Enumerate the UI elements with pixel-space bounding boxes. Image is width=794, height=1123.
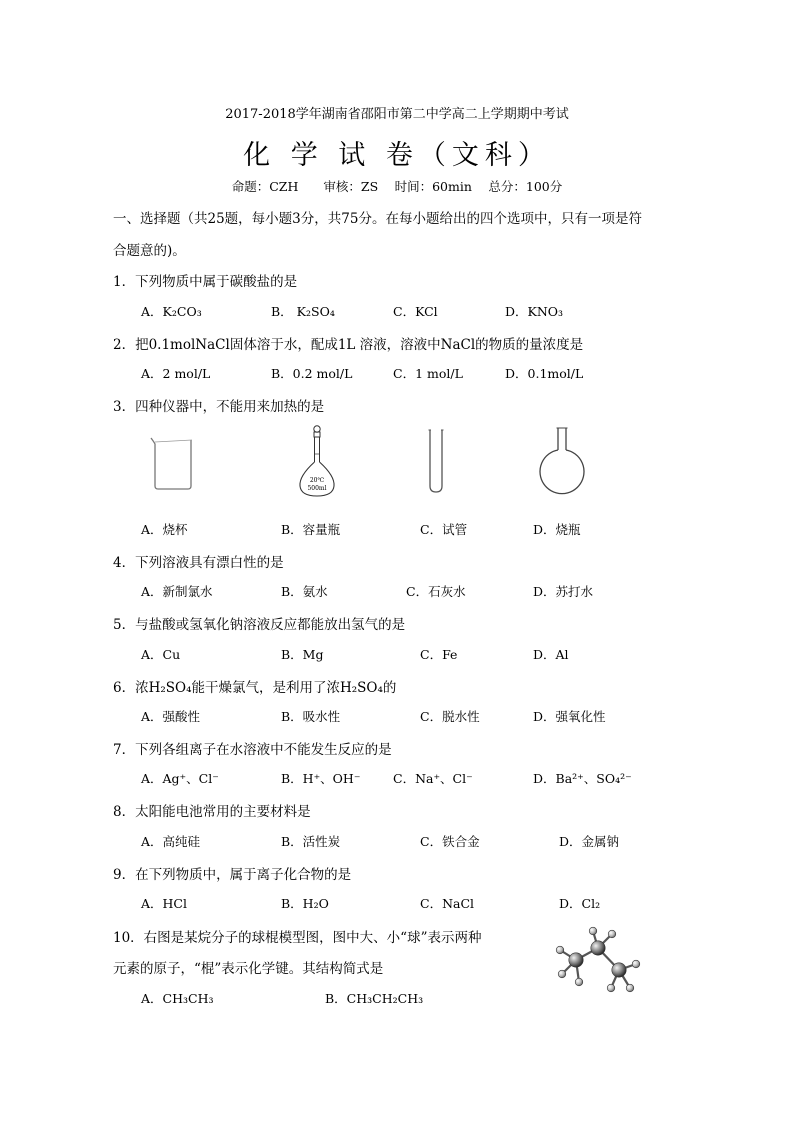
round-flask-illustration bbox=[538, 426, 586, 498]
question-7-option-b: B．H⁺、OH⁻ bbox=[281, 771, 361, 786]
question-9-stem: 9．在下列物质中，属于离子化合物的是 bbox=[113, 867, 352, 883]
question-2-option-b: B．0.2 mol/L bbox=[271, 366, 353, 381]
question-8-option-a: A．高纯硅 bbox=[141, 834, 201, 849]
question-9-option-a: A．HCl bbox=[141, 896, 187, 911]
question-4-option-c: C．石灰水 bbox=[406, 584, 466, 599]
beaker-illustration bbox=[148, 432, 198, 492]
question-4-option-a: A．新制氯水 bbox=[141, 584, 213, 599]
question-3-option-b: B．容量瓶 bbox=[281, 522, 341, 537]
question-9-option-d: D．Cl₂ bbox=[559, 896, 601, 911]
question-3-option-a: A．烧杯 bbox=[141, 522, 188, 537]
question-1-option-d: D．KNO₃ bbox=[505, 304, 564, 319]
question-2-option-a: A．2 mol/L bbox=[141, 366, 211, 381]
question-3-stem: 3．四种仪器中，不能用来加热的是 bbox=[113, 399, 325, 415]
question-6-stem: 6．浓H₂SO₄能干燥氯气，是利用了浓H₂SO₄的 bbox=[113, 680, 397, 696]
question-9-option-c: C．NaCl bbox=[420, 896, 475, 911]
question-10-option-a: A．CH₃CH₃ bbox=[141, 991, 214, 1006]
question-9-option-b: B．H₂O bbox=[281, 896, 329, 911]
question-6-option-b: B．吸水性 bbox=[281, 709, 341, 724]
question-7-option-a: A．Ag⁺、Cl⁻ bbox=[141, 771, 219, 786]
question-3-option-c: C．试管 bbox=[420, 522, 468, 537]
question-6-option-a: A．强酸性 bbox=[141, 709, 201, 724]
question-10-stem: 10．右图是某烷分子的球棍模型图，图中大、小“球”表示两种 bbox=[113, 930, 482, 946]
question-1-option-a: A．K₂CO₃ bbox=[141, 304, 202, 319]
question-1-option-c: C．KCl bbox=[393, 304, 438, 319]
question-4-option-d: D．苏打水 bbox=[533, 584, 594, 599]
ball-and-stick-model bbox=[552, 924, 644, 1000]
flask-volume-label: 500ml bbox=[307, 485, 327, 492]
question-5-option-c: C．Fe bbox=[420, 647, 458, 662]
question-1-stem: 1．下列物质中属于碳酸盐的是 bbox=[113, 274, 298, 290]
question-5-option-d: D．Al bbox=[533, 647, 569, 662]
question-8-stem: 8．太阳能电池常用的主要材料是 bbox=[113, 804, 311, 820]
question-8-option-c: C．铁合金 bbox=[420, 834, 480, 849]
question-6-option-d: D．强氧化性 bbox=[533, 709, 606, 724]
question-2-stem: 2．把0.1molNaCl固体溶于水，配成1L 溶液，溶液中NaCl的物质的量浓度是 bbox=[113, 337, 584, 353]
question-5-option-b: B．Mg bbox=[281, 647, 324, 662]
question-7-option-c: C．Na⁺、Cl⁻ bbox=[393, 771, 473, 786]
question-2-option-c: C．1 mol/L bbox=[393, 366, 463, 381]
question-5-stem: 5．与盐酸或氢氧化钠溶液反应都能放出氢气的是 bbox=[113, 617, 406, 633]
question-6-option-c: C．脱水性 bbox=[420, 709, 480, 724]
question-5-option-a: A．Cu bbox=[141, 647, 181, 662]
paper-meta: 命题：CZH 审核：ZS 时间：60min 总分：100分 bbox=[231, 179, 563, 194]
section-instructions-line1: 一、选择题（共25题，每小题3分，共75分。在每小题给出的四个选项中，只有一项是符 bbox=[113, 211, 642, 227]
flask-temperature-label: 20℃ bbox=[309, 477, 325, 484]
question-8-option-b: B．活性炭 bbox=[281, 834, 341, 849]
question-8-option-d: D．金属钠 bbox=[559, 834, 620, 849]
exam-heading: 2017-2018学年湖南省邵阳市第二中学高二上学期期中考试 bbox=[225, 107, 569, 122]
question-10-option-b: B．CH₃CH₂CH₃ bbox=[325, 991, 424, 1006]
test-tube-illustration bbox=[426, 428, 446, 494]
question-3-option-d: D．烧瓶 bbox=[533, 522, 581, 537]
question-7-stem: 7．下列各组离子在水溶液中不能发生反应的是 bbox=[113, 742, 392, 758]
question-2-option-d: D．0.1mol/L bbox=[505, 366, 584, 381]
section-instructions-line2: 合题意的)。 bbox=[113, 243, 186, 259]
question-4-option-b: B．氨水 bbox=[281, 584, 328, 599]
volumetric-flask-illustration bbox=[296, 424, 340, 498]
question-7-option-d: D．Ba²⁺、SO₄²⁻ bbox=[533, 771, 632, 786]
paper-title: 化 学 试 卷（文科） bbox=[243, 140, 551, 171]
question-10-stem-line2: 元素的原子，“棍”表示化学键。其结构简式是 bbox=[113, 961, 384, 977]
question-1-option-b: B． K₂SO₄ bbox=[271, 304, 335, 319]
question-4-stem: 4．下列溶液具有漂白性的是 bbox=[113, 555, 284, 571]
